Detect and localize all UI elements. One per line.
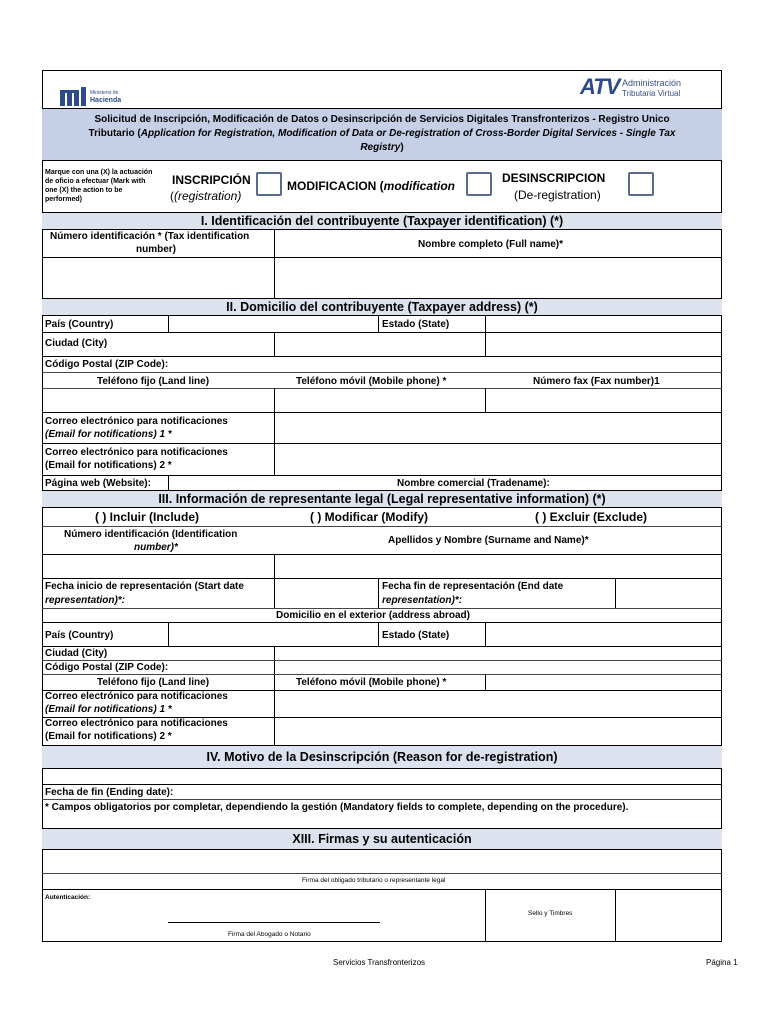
country-label: País (Country): [45, 319, 114, 330]
tax-id-input[interactable]: [43, 258, 274, 298]
title-line-1: Solicitud de Inscripción, Modificación de Datos o Desinscripción de Servicios Digitales Transfronterizos - Registro Unico: [94, 114, 670, 125]
mobile-label: Teléfono móvil (Mobile phone) *: [296, 376, 447, 387]
title-line-3: [52, 141, 712, 155]
page-number: Página 1: [706, 958, 738, 967]
section-13-title: [42, 828, 722, 850]
taxpayer-signature-field[interactable]: [43, 851, 721, 873]
section-4-title: [42, 745, 722, 769]
divider: [42, 372, 722, 373]
email-1-input[interactable]: [275, 413, 721, 443]
reason-input[interactable]: [43, 770, 721, 784]
mandatory-note: * Campos obligatorios por completar, dependiendo la gestión (Mandatory fields to complete, depending on the procedure).: [45, 802, 629, 813]
signature-caption: Firma del obligado tributario o representante legal: [302, 877, 446, 884]
exclude-option[interactable]: ( ) Excluir (Exclude): [535, 510, 648, 524]
section-4-title-text: IV. Motivo de la Desinscripción (Reason for de-registration): [206, 750, 558, 764]
zip-label: Código Postal (ZIP Code):: [45, 359, 169, 370]
city-input[interactable]: [275, 333, 485, 356]
divider: [42, 356, 722, 357]
landline-input[interactable]: [43, 389, 274, 412]
country-input[interactable]: [169, 316, 378, 332]
city-label: Ciudad (City): [45, 338, 108, 349]
start-date-label-2: representation)*:: [45, 595, 126, 606]
state-input[interactable]: [486, 316, 721, 332]
hacienda-logo-text-2: Hacienda: [90, 97, 122, 104]
email-2-label-a: Correo electrónico para notificaciones: [45, 447, 228, 458]
rep-id-input[interactable]: [43, 555, 274, 578]
rep-landline-label: Teléfono fijo (Land line): [97, 677, 210, 688]
inscripcion-en: (registration): [174, 189, 242, 203]
desinscripcion-label: DESINSCRIPCION: [502, 171, 606, 185]
rep-country-input[interactable]: [169, 623, 378, 646]
authentication-label: Autenticación:: [45, 894, 91, 901]
state-label: Estado (State): [382, 319, 450, 330]
section-1-title-text: I. Identificación del contribuyente (Taxpayer identification) (*): [200, 214, 564, 228]
notary-caption: Firma del Abogado o Notario: [228, 931, 311, 938]
hacienda-logo-text-1: Ministerio de: [90, 90, 119, 96]
desinscripcion-label-en: (De-registration): [514, 188, 601, 202]
rep-mobile-label: Teléfono móvil (Mobile phone) *: [296, 677, 447, 688]
inscripcion-label-en: ((registration): [170, 189, 242, 203]
website-input[interactable]: [169, 476, 369, 490]
fax-input[interactable]: [486, 389, 721, 412]
atv-logo-text-2: Tributaria Virtual: [622, 89, 681, 98]
modify-option[interactable]: ( ) Modificar (Modify): [310, 510, 428, 524]
rep-email-2-label-a: Correo electrónico para notificaciones: [45, 718, 228, 729]
divider: [378, 316, 379, 332]
action-instruction: Marque con una (X) la actuación de oficio a efectuar (Mark with one (X) the action to be performed): [45, 169, 153, 203]
atv-logo-text-1: Administración: [622, 78, 682, 88]
rep-email-1-label-b: (Email for notifications) 1 *: [45, 704, 172, 715]
section-13-title-text: XIII. Firmas y su autenticación: [292, 832, 472, 846]
rep-city-input[interactable]: [275, 647, 721, 659]
mobile-input[interactable]: [275, 389, 485, 412]
modificacion-text: MODIFICACION (: [287, 179, 384, 193]
email-2-input[interactable]: [275, 444, 721, 475]
include-option[interactable]: ( ) Incluir (Include): [95, 510, 199, 524]
rep-zip-label: Código Postal (ZIP Code):: [45, 662, 169, 673]
end-date-label-1: Fecha fin de representación (End date: [382, 581, 564, 592]
section-2-title: [42, 298, 722, 316]
notary-signature-line: [168, 922, 380, 923]
divider: [42, 799, 722, 800]
title-line-2-b: Application for Registration, Modification of Data or De-registration of Cross-Border Digital Services - Single Tax: [140, 128, 676, 139]
form-title: [42, 108, 722, 161]
start-date-input[interactable]: [275, 579, 378, 608]
notary-signature-field[interactable]: [168, 895, 380, 922]
inscripcion-checkbox[interactable]: [256, 172, 282, 196]
fax-label: Número fax (Fax number)1: [533, 376, 660, 387]
title-line-2-a: Tributario (: [88, 128, 141, 139]
divider: [378, 622, 379, 646]
city-input-2[interactable]: [486, 333, 721, 356]
divider: [615, 889, 616, 941]
rep-email-1-input[interactable]: [275, 691, 721, 716]
rep-id-label-2: number)*: [134, 542, 178, 553]
rep-city-label: Ciudad (City): [45, 648, 108, 659]
email-1-label-b: (Email for notifications) 1 *: [45, 429, 172, 440]
title-line-3-a: Registry: [360, 142, 401, 153]
seal-label: Sello y Timbres: [528, 910, 573, 917]
inscripcion-label: INSCRIPCIÓN: [172, 173, 251, 187]
tradename-label: Nombre comercial (Tradename):: [397, 478, 550, 489]
rep-email-2-label-b: (Email for notifications) 2 *: [45, 731, 172, 742]
atv-logo-brand: ATV: [580, 74, 620, 99]
rep-id-label-1: Número identificación (Identification: [64, 529, 238, 540]
rep-state-input[interactable]: [486, 623, 721, 646]
rep-zip-input[interactable]: [275, 661, 721, 673]
section-3-title-text: III. Información de representante legal (Legal representative information) (*): [158, 492, 606, 506]
rep-country-label: País (Country): [45, 630, 114, 641]
section-2-title-text: II. Domicilio del contribuyente (Taxpayer address) (*): [226, 300, 538, 314]
rep-email-1-label-a: Correo electrónico para notificaciones: [45, 691, 228, 702]
desinscripcion-checkbox[interactable]: [628, 172, 654, 196]
website-label: Página web (Website):: [45, 478, 151, 489]
section-1-title: [42, 212, 722, 230]
footer-center: Servicios Transfronterizos: [333, 958, 426, 967]
modificacion-checkbox[interactable]: [466, 172, 492, 196]
ending-date-label: Fecha de fin (Ending date):: [45, 787, 174, 798]
full-name-input[interactable]: [275, 258, 721, 298]
divider: [42, 873, 722, 874]
end-date-input[interactable]: [616, 579, 721, 608]
surname-label: Apellidos y Nombre (Surname and Name)*: [388, 535, 589, 546]
modificacion-en: modification: [383, 179, 455, 193]
address-abroad-label: Domicilio en el exterior (address abroad): [276, 610, 470, 621]
email-2-label-b: (Email for notifications) 2 *: [45, 460, 172, 471]
rep-name-input[interactable]: [275, 555, 721, 578]
divider: [42, 475, 722, 476]
title-line-2: [52, 127, 712, 141]
tax-id-label-1: Número identificación * (Tax identification: [50, 231, 250, 242]
rep-mobile-input[interactable]: [486, 675, 721, 689]
tax-id-label-2: number): [136, 244, 176, 255]
email-1-label-a: Correo electrónico para notificaciones: [45, 416, 228, 427]
modificacion-label: [287, 180, 455, 193]
divider: [42, 526, 722, 527]
full-name-label: Nombre completo (Full name)*: [418, 239, 564, 250]
section-3-title: [42, 490, 722, 508]
divider: [378, 578, 379, 608]
rep-email-2-input[interactable]: [275, 718, 721, 744]
start-date-label-1: Fecha inicio de representación (Start date: [45, 581, 244, 592]
divider: [42, 889, 722, 890]
end-date-label-2: representation)*:: [382, 595, 463, 606]
rep-state-label: Estado (State): [382, 630, 450, 641]
title-line-3-b: ): [400, 142, 404, 153]
landline-label: Teléfono fijo (Land line): [97, 376, 210, 387]
divider: [42, 784, 722, 785]
